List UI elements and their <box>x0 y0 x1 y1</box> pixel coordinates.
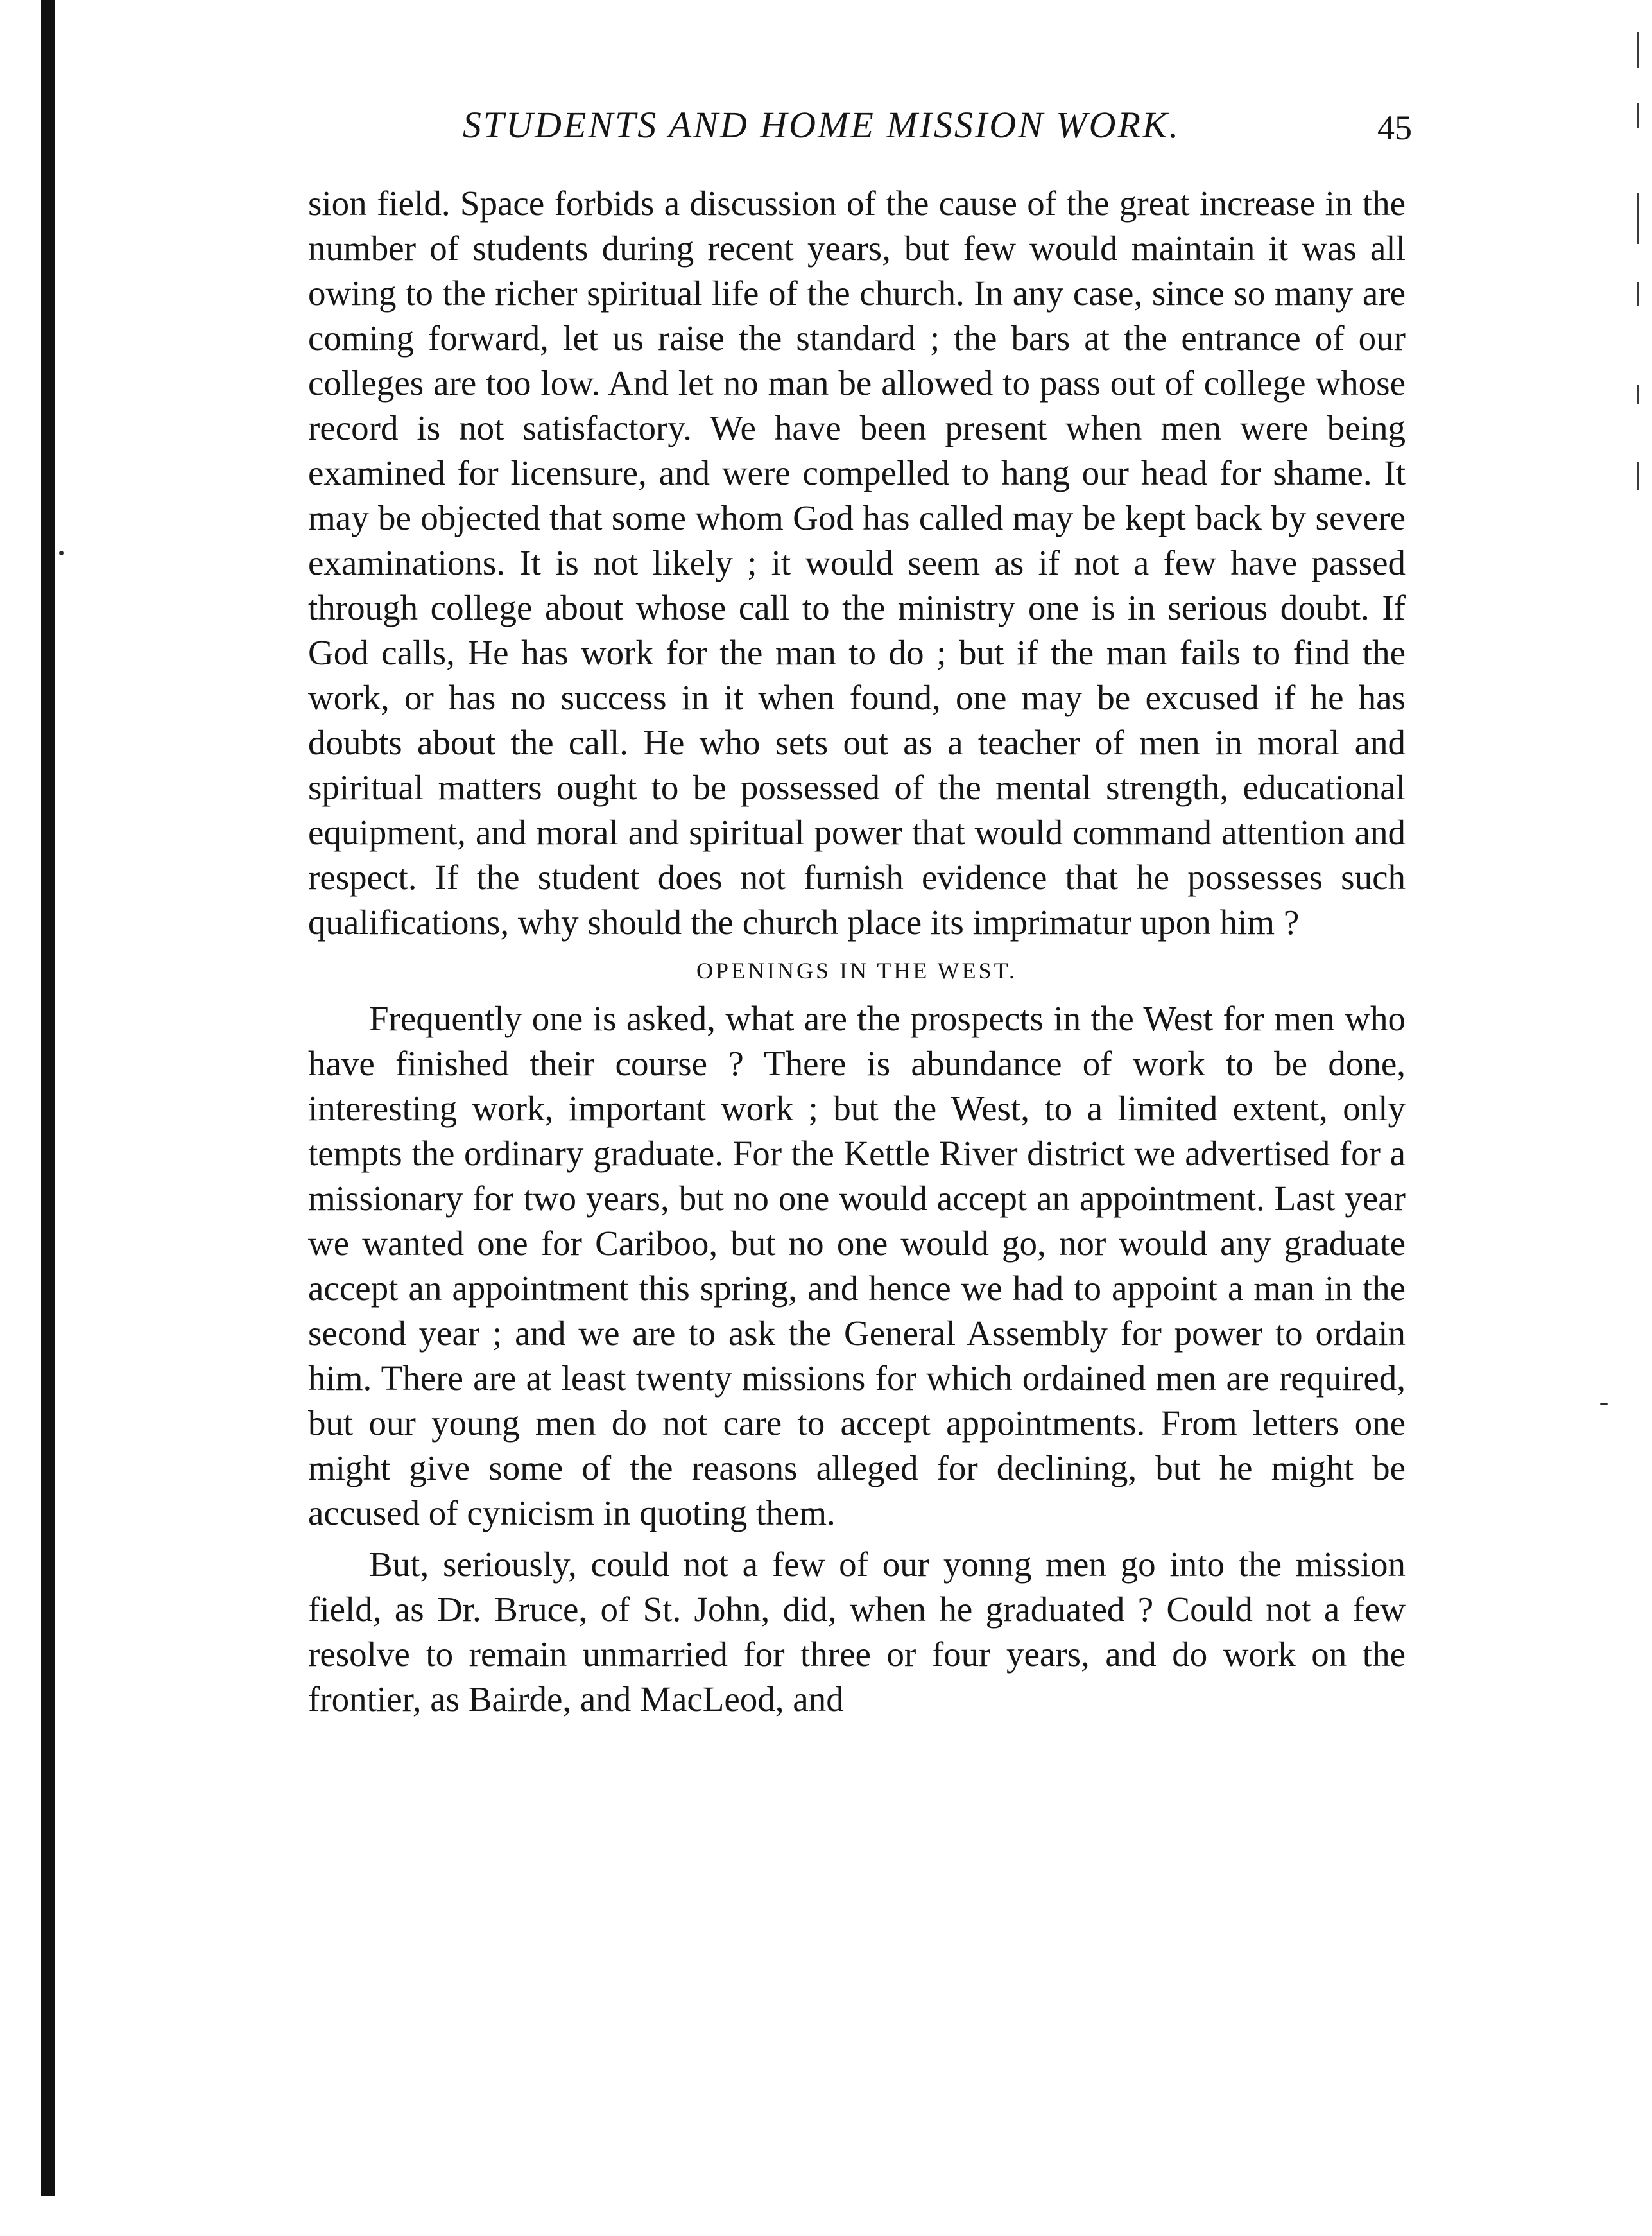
scan-mark <box>1637 462 1639 490</box>
paragraph-openings: Frequently one is asked, what are the prospects in the West for men who have finished their course ? There is abundance of work to be done, interesting work, important work ; but the West, to a limited extent, only tempts the ordinary graduate. For the Kettle River district we advertised for a missionary for two years, but no one would accept an appointment. Last year we wanted one for Cariboo, but no one would go, nor would any graduate accept an appointment this spring, and hence we had to appoint a man in the second year ; and we are to ask the General Assembly for power to ordain him. There are at least twenty missions for which ordained men are required, but our young men do not care to accept appointments. From letters one might give some of the reasons alleged for declining, but he might be accused of cynicism in quoting them. <box>308 999 1406 1532</box>
text-block <box>308 181 1406 1722</box>
ink-speck <box>59 551 64 555</box>
scan-mark <box>1637 282 1639 306</box>
binding-edge-shadow <box>41 0 55 2196</box>
paragraph-young-men: But, seriously, could not a few of our yonng men go into the mission field, as Dr. Bruce, of St. John, did, when he graduated ? Could not a few resolve to remain unmarried for three or four years, and do work on the frontier, as Bairde, and MacLeod, and <box>308 1545 1406 1719</box>
ink-speck <box>1600 1403 1608 1405</box>
page-number: 45 <box>1377 108 1412 147</box>
running-title: STUDENTS AND HOME MISSION WORK. <box>462 104 1181 146</box>
section-heading: OPENINGS IN THE WEST. <box>696 958 1017 984</box>
paragraph-gap <box>308 1536 1406 1542</box>
scan-mark <box>1637 32 1639 68</box>
paragraph-licensure: sion field. Space forbids a discussion of the cause of the great increase in the number of students during recent years, but few would maintain it was all owing to the richer spiritual life of the church. In any case, since so many are coming forward, let us raise the standard ; the bars at the entrance of our colleges are too low. And let no man be allowed to pass out of college whose record is not satisfactory. We have been present when men were being examined for licensure, and were compelled to hang our head for shame. It may be objected that some whom God has called may be kept back by severe examinations. It is not likely ; it would seem as if not a few have passed through college about whose call to the ministry one is in serious doubt. If God calls, He has work for the man to do ; but if the man fails to find the work, or has no success in it when found, one may be excused if he has doubts about the call. He who sets out as a teacher of men in moral and spiritual matters ought to be possessed of the mental strength, educational equipment, and moral and spiritual power that would command attention and respect. If the student does not furnish evidence that he possesses such qualifications, why should the church place its imprimatur upon him ? <box>308 184 1406 942</box>
margin-scan-marks <box>1628 26 1643 514</box>
scan-mark <box>1637 385 1639 404</box>
scan-mark <box>1637 193 1639 244</box>
scan-mark <box>1637 103 1639 128</box>
running-head <box>308 96 1438 154</box>
